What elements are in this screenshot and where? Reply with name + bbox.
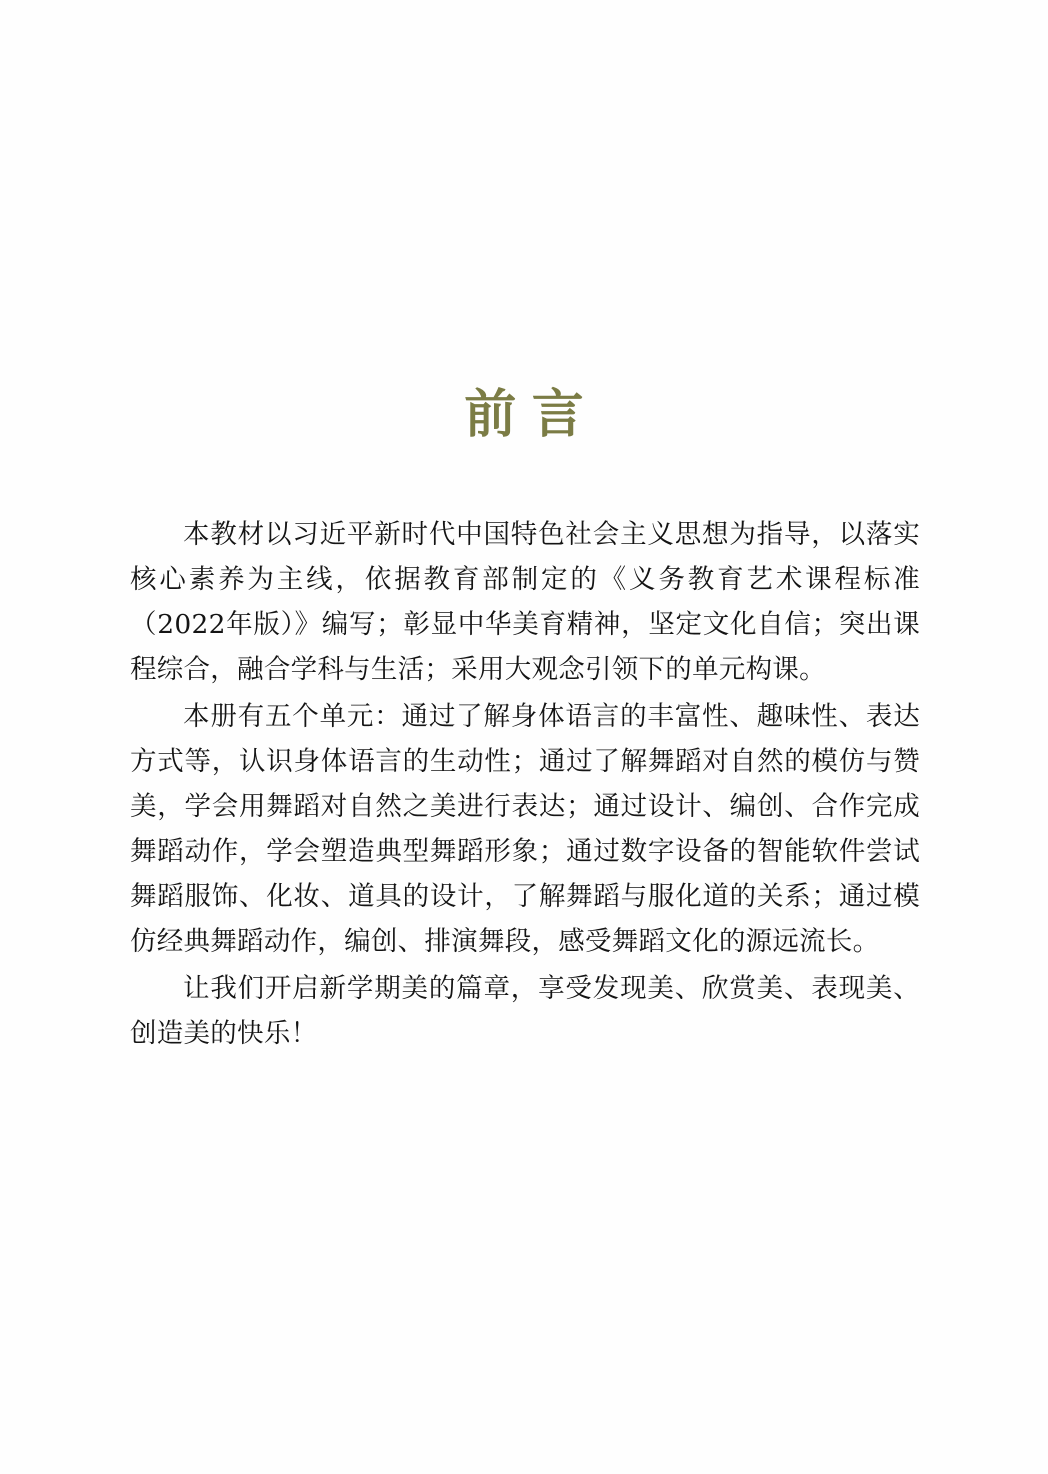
paragraph: 让我们开启新学期美的篇章，享受发现美、欣赏美、表现美、创造美的快乐！ (130, 973, 920, 1049)
page-title: 前言 (464, 384, 600, 445)
preface-body (130, 512, 920, 1058)
paragraph: 本教材以习近平新时代中国特色社会主义思想为指导，以落实核心素养为主线，依据教育部制定的《义务教育艺术课程标准（2022年版）》编写；彰显中华美育精神，坚定文化自信；突出课程综合，融合学科与生活；采用大观念引领下的单元构课。 (130, 519, 920, 685)
paragraph: 本册有五个单元：通过了解身体语言的丰富性、趣味性、表达方式等，认识身体语言的生动性；通过了解舞蹈对自然的模仿与赞美，学会用舞蹈对自然之美进行表达；通过设计、编创、合作完成舞蹈动作，学会塑造典型舞蹈形象；通过数字设备的智能软件尝试舞蹈服饰、化妆、道具的设计，了解舞蹈与服化道的关系；通过模仿经典舞蹈动作，编创、排演舞段，感受舞蹈文化的源远流长。 (130, 701, 920, 957)
